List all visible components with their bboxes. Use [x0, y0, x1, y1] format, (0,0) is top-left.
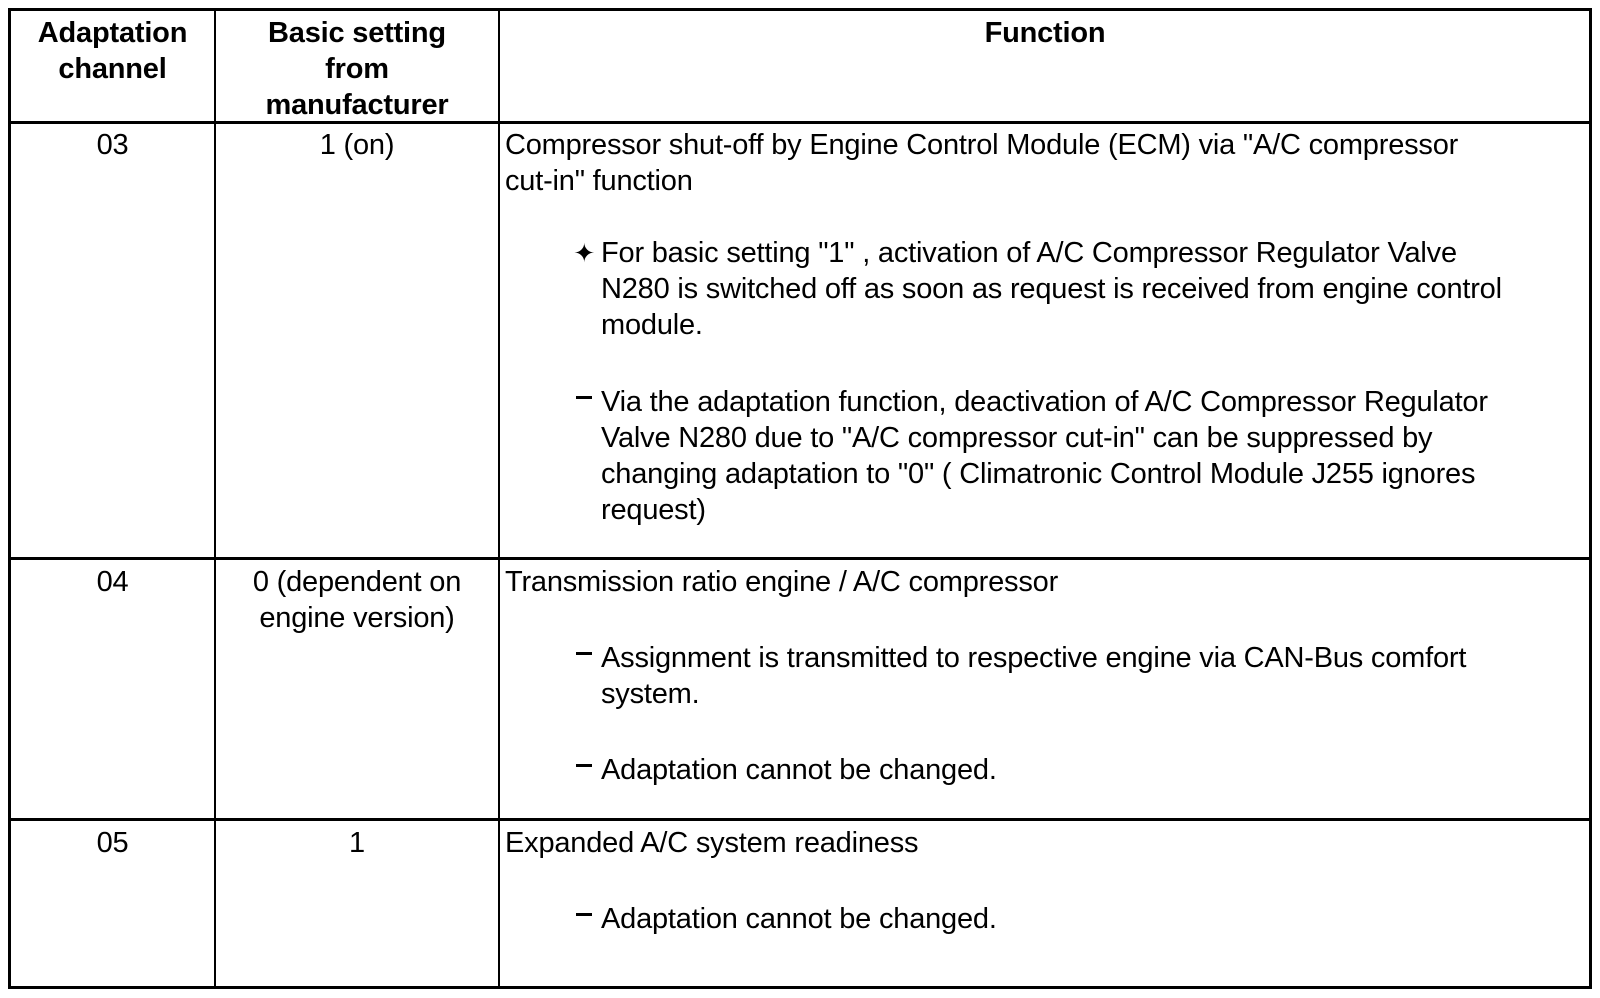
row-03-bullet-item [573, 235, 1533, 343]
row-divider [11, 557, 1589, 560]
row-04-bullet-item [573, 640, 1533, 712]
row-04-bullet-item [573, 752, 1533, 788]
row-05-bullet-item [573, 901, 1533, 937]
row-04-channel: 04 [96, 566, 129, 598]
row-05-basic-setting: 1 [349, 827, 365, 859]
row-05-function-title: Expanded A/C system readiness [505, 827, 919, 859]
diamond-bullet-icon: ✦ [573, 238, 595, 268]
bullet-text: Assignment is transmitted to respective engine via CAN-Bus comfort system. [601, 642, 1467, 710]
row-05-channel: 05 [96, 827, 129, 859]
row-divider [11, 818, 1589, 821]
row-03-bullet-item [573, 384, 1533, 528]
row-03-channel: 03 [96, 129, 129, 161]
row-03-basic-setting: 1 (on) [319, 129, 395, 161]
row-04-basic-setting: 0 (dependent on engine version) [252, 566, 462, 634]
bullet-text: Adaptation cannot be changed. [601, 903, 997, 935]
row-04-function-title: Transmission ratio engine / A/C compressor [505, 566, 1059, 598]
dash-bullet-icon [576, 396, 592, 399]
row-03-function-title: Compressor shut-off by Engine Control Module (ECM) via "A/C compressor cut-in" function [505, 129, 1459, 197]
dash-bullet-icon [576, 652, 592, 655]
bullet-text: For basic setting "1" , activation of A/C Compressor Regulator Valve N280 is switched off as soon as request is received from engine control module. [601, 237, 1502, 341]
dash-bullet-icon [576, 913, 592, 916]
bullet-text: Adaptation cannot be changed. [601, 754, 997, 786]
header-basic-setting: Basic setting from manufacturer [265, 17, 449, 121]
bullet-text: Via the adaptation function, deactivation of A/C Compressor Regulator Valve N280 due to "A/C compressor cut-in" can be suppressed by changing adaptation to "0" ( Climatronic Control Module J255 ignores request) [601, 386, 1488, 526]
column-divider [498, 11, 500, 986]
header-function: Function [984, 17, 1106, 49]
dash-bullet-icon [576, 764, 592, 767]
adaptation-table [8, 8, 1592, 989]
header-adaptation-channel: Adaptation channel [37, 17, 188, 85]
